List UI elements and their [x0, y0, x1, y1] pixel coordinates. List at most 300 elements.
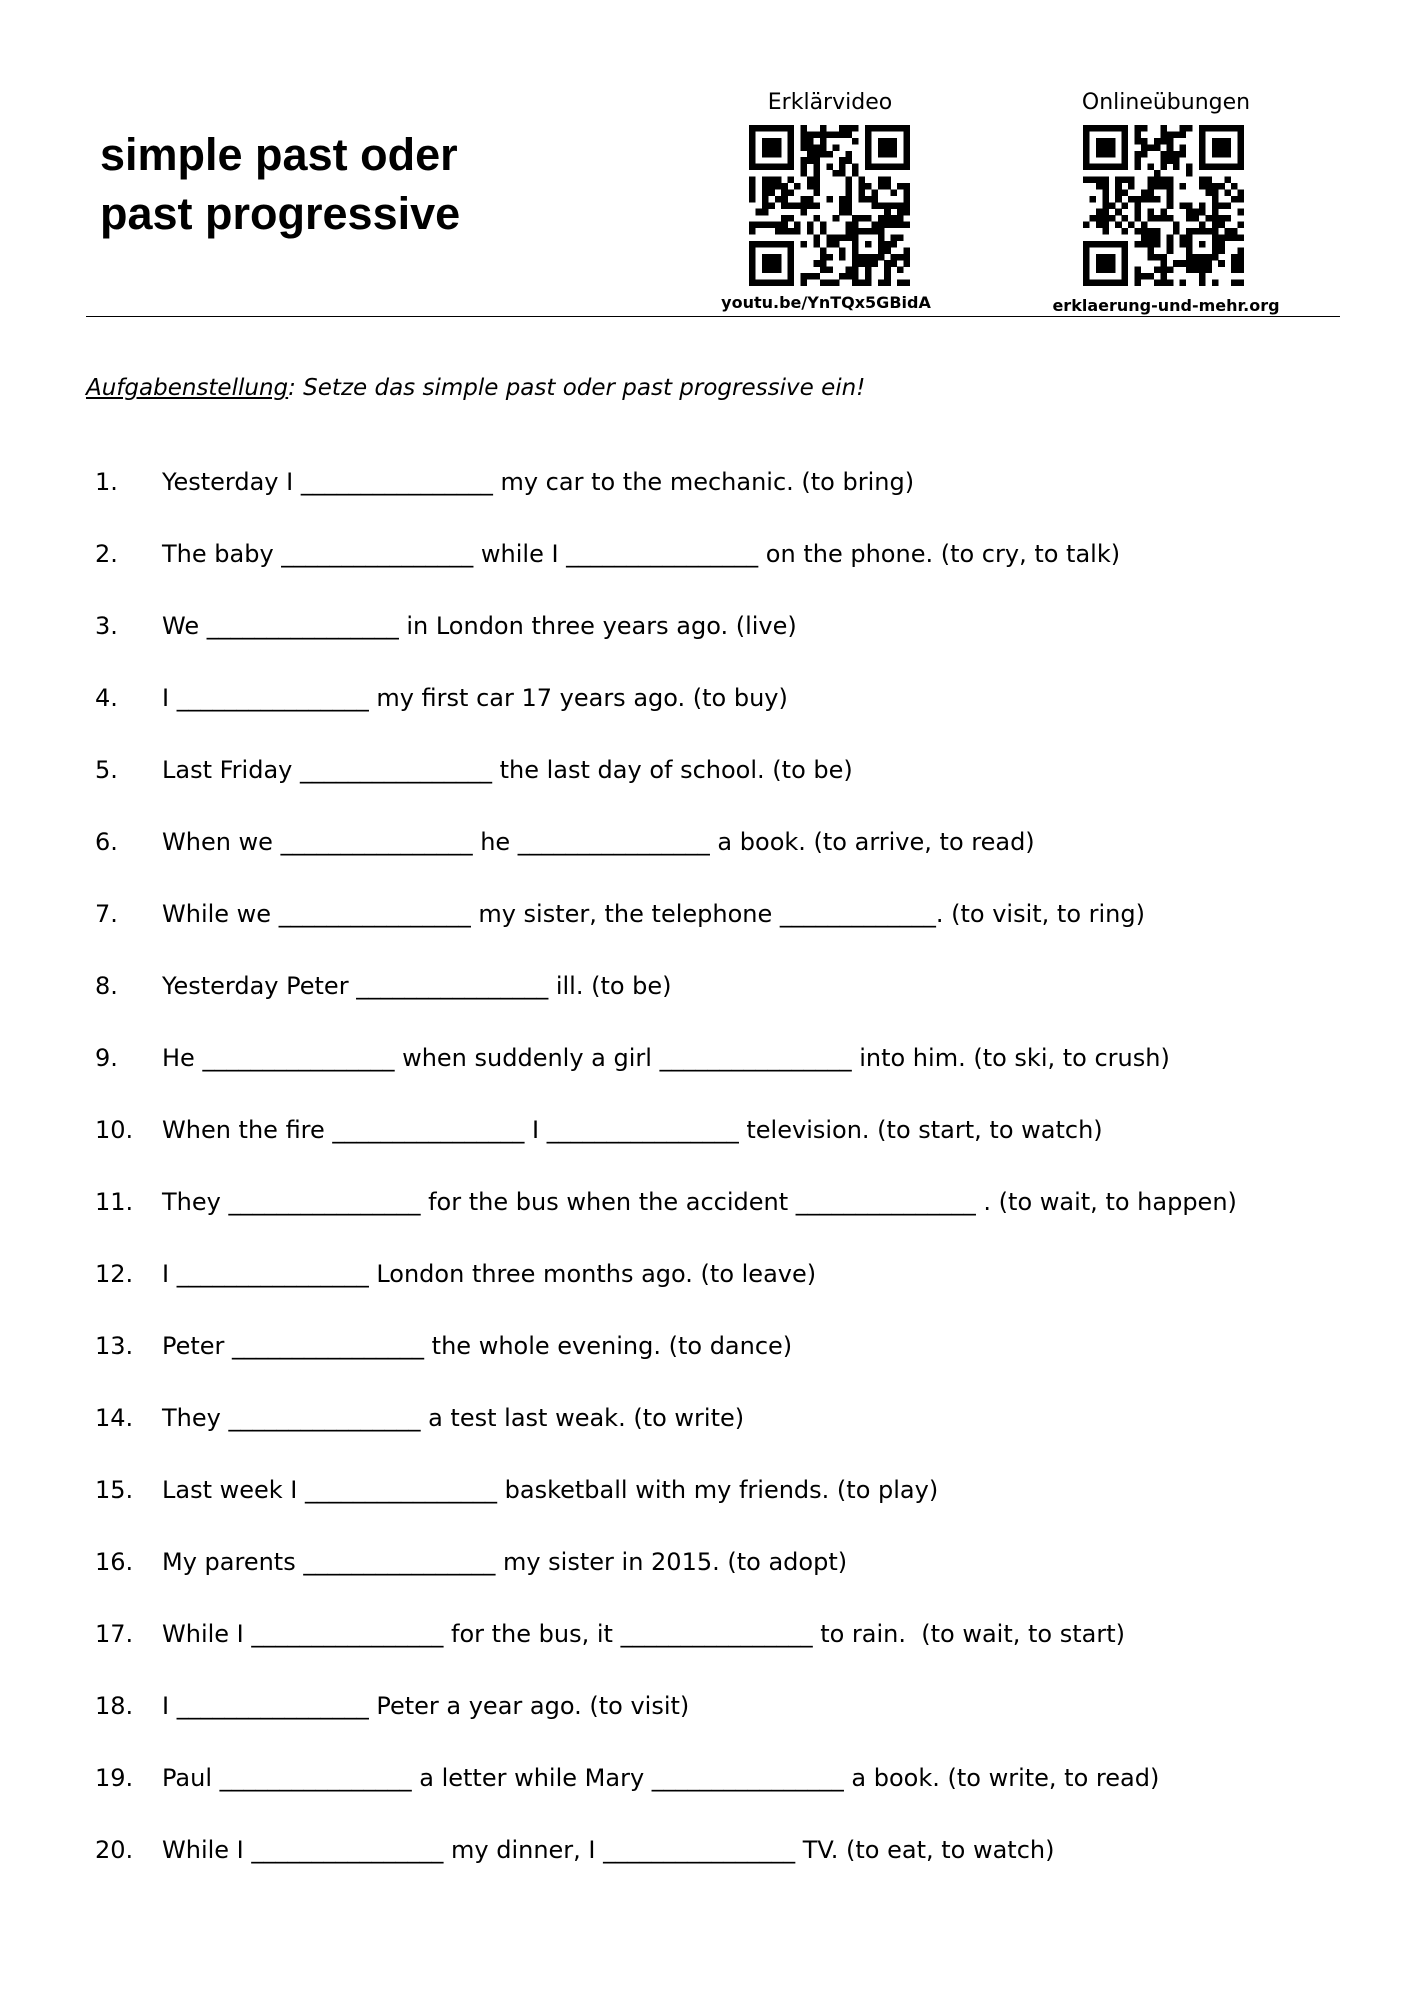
exercise-number: 17.	[95, 1620, 134, 1648]
qr-module	[755, 222, 762, 229]
qr-module	[788, 177, 795, 184]
qr-module	[1231, 125, 1238, 132]
exercise-sentence: We ________________ in London three years ago. (live)	[162, 612, 797, 640]
qr-module	[904, 196, 910, 203]
qr-module	[1199, 151, 1206, 158]
qr-module	[1122, 151, 1129, 158]
qr-module	[865, 151, 872, 158]
qr-module	[801, 196, 808, 203]
exercise-sentence: Peter ________________ the whole evening. (to dance)	[162, 1332, 793, 1360]
qr-module	[846, 209, 853, 216]
exercise-item	[0, 1094, 1414, 1166]
qr-module	[1154, 196, 1161, 203]
qr-module	[858, 260, 865, 267]
qr-module	[768, 183, 775, 190]
qr-module	[1141, 228, 1148, 235]
qr-module	[807, 144, 814, 151]
qr-module	[1218, 151, 1225, 158]
qr-module	[826, 151, 833, 158]
qr-module	[1238, 151, 1244, 158]
qr-module	[820, 151, 827, 158]
qr-module	[1186, 125, 1193, 132]
qr-module	[1218, 215, 1225, 222]
qr-module	[801, 138, 808, 145]
qr-module	[1147, 189, 1154, 196]
qr-module	[755, 209, 762, 216]
qr-module	[1186, 260, 1193, 267]
qr-module	[1096, 151, 1103, 158]
qr-module	[1199, 144, 1206, 151]
qr-module	[807, 222, 814, 229]
qr-module	[762, 254, 769, 261]
qr-module	[846, 189, 853, 196]
qr-module	[1122, 267, 1129, 274]
qr-module	[1231, 254, 1238, 261]
exercise-item	[0, 1598, 1414, 1670]
qr-module	[801, 202, 808, 209]
qr-module	[852, 260, 859, 267]
exercise-item	[0, 1310, 1414, 1382]
qr-module	[1122, 280, 1129, 286]
qr-module	[1231, 260, 1238, 267]
task-instruction	[86, 374, 865, 402]
exercise-item	[0, 806, 1414, 878]
qr-module	[904, 222, 910, 229]
qr-module	[1218, 222, 1225, 229]
qr-module	[1122, 247, 1129, 254]
qr-module	[1141, 234, 1148, 241]
qr-module	[904, 247, 910, 254]
qr-module	[1115, 125, 1122, 132]
qr-module	[891, 164, 898, 171]
qr-module	[865, 280, 872, 286]
qr-module	[858, 280, 865, 286]
qr-module	[904, 202, 910, 209]
qr-module	[794, 228, 801, 235]
qr-online-label: Onlineübungen	[1081, 90, 1251, 115]
qr-module	[820, 260, 827, 267]
qr-module	[788, 254, 795, 261]
qr-module	[762, 196, 769, 203]
qr-video-url: youtu.be/YnTQx5GBidA	[721, 293, 931, 312]
qr-module	[1205, 228, 1212, 235]
qr-module	[878, 183, 885, 190]
qr-module	[1141, 273, 1148, 280]
qr-module	[852, 228, 859, 235]
qr-module	[1167, 138, 1174, 145]
qr-module	[826, 280, 833, 286]
qr-module	[846, 234, 853, 241]
qr-module	[1238, 260, 1244, 267]
qr-module	[1212, 151, 1219, 158]
qr-module	[1083, 222, 1090, 229]
exercise-item	[0, 446, 1414, 518]
qr-module	[884, 267, 891, 274]
qr-module	[1089, 280, 1096, 286]
qr-module	[897, 234, 904, 241]
qr-module	[1238, 209, 1244, 216]
qr-module	[1180, 234, 1187, 241]
qr-module	[1180, 144, 1187, 151]
qr-module	[1173, 131, 1180, 138]
qr-module	[1218, 144, 1225, 151]
qr-module	[1128, 177, 1135, 184]
qr-module	[775, 280, 782, 286]
qr-module	[1135, 164, 1142, 171]
qr-module	[852, 241, 859, 248]
qr-module	[1096, 267, 1103, 274]
qr-module	[904, 131, 910, 138]
exercise-number: 16.	[95, 1548, 134, 1576]
qr-module	[852, 215, 859, 222]
qr-module	[871, 125, 878, 132]
exercise-number: 9.	[95, 1044, 118, 1072]
qr-module	[768, 260, 775, 267]
qr-module	[878, 241, 885, 248]
qr-module	[1199, 228, 1206, 235]
qr-module	[858, 215, 865, 222]
qr-module	[1199, 280, 1206, 286]
qr-module	[904, 138, 910, 145]
qr-module	[839, 209, 846, 216]
qr-module	[1096, 209, 1103, 216]
qr-module	[1089, 196, 1096, 203]
qr-module	[813, 157, 820, 164]
qr-module	[801, 209, 808, 216]
qr-module	[1212, 189, 1219, 196]
qr-module	[762, 164, 769, 171]
qr-module	[891, 215, 898, 222]
qr-module	[891, 222, 898, 229]
qr-module	[1231, 228, 1238, 235]
qr-module	[1192, 254, 1199, 261]
qr-module	[813, 189, 820, 196]
qr-module	[1167, 234, 1174, 241]
qr-module	[1173, 222, 1180, 229]
qr-module	[884, 247, 891, 254]
qr-module	[878, 151, 885, 158]
qr-module	[801, 125, 808, 132]
qr-module	[1205, 189, 1212, 196]
qr-module	[1238, 164, 1244, 171]
qr-module	[1218, 125, 1225, 132]
qr-module	[1147, 241, 1154, 248]
qr-module	[1102, 183, 1109, 190]
qr-module	[1083, 260, 1090, 267]
qr-module	[801, 241, 808, 248]
qr-module	[749, 157, 756, 164]
qr-module	[1154, 138, 1161, 145]
qr-module	[801, 280, 808, 286]
qr-module	[1218, 247, 1225, 254]
qr-module	[904, 144, 910, 151]
qr-module	[1180, 151, 1187, 158]
exercise-item	[0, 1022, 1414, 1094]
qr-module	[1128, 222, 1135, 229]
qr-module	[807, 157, 814, 164]
qr-module	[1089, 164, 1096, 171]
qr-module	[1205, 125, 1212, 132]
qr-module	[1141, 241, 1148, 248]
exercise-sentence: Yesterday I ________________ my car to the mechanic. (to bring)	[162, 468, 915, 496]
qr-module	[891, 241, 898, 248]
qr-module	[1160, 125, 1167, 132]
qr-module	[871, 222, 878, 229]
exercise-number: 13.	[95, 1332, 134, 1360]
qr-module	[813, 234, 820, 241]
qr-module	[1212, 125, 1219, 132]
qr-module	[1096, 177, 1103, 184]
qr-module	[852, 234, 859, 241]
qr-module	[1186, 254, 1193, 261]
qr-module	[884, 151, 891, 158]
qr-module	[1115, 241, 1122, 248]
qr-module	[788, 189, 795, 196]
qr-module	[768, 164, 775, 171]
qr-module	[891, 151, 898, 158]
qr-module	[897, 125, 904, 132]
qr-module	[820, 267, 827, 274]
exercise-sentence: I ________________ London three months ago. (to leave)	[162, 1260, 817, 1288]
qr-module	[762, 267, 769, 274]
qr-module	[1102, 260, 1109, 267]
qr-module	[755, 241, 762, 248]
exercise-number: 4.	[95, 684, 118, 712]
qr-module	[1173, 151, 1180, 158]
qr-module	[904, 183, 910, 190]
qr-module	[1109, 280, 1116, 286]
qr-module	[1096, 164, 1103, 171]
qr-module	[1096, 183, 1103, 190]
qr-module	[878, 164, 885, 171]
qr-module	[1083, 131, 1090, 138]
exercise-sentence: While we ________________ my sister, the telephone _____________. (to visit, to ring)	[162, 900, 1145, 928]
qr-module	[1167, 151, 1174, 158]
qr-module	[1167, 189, 1174, 196]
exercise-item	[0, 1814, 1414, 1886]
qr-module	[1147, 164, 1154, 171]
qr-module	[1096, 280, 1103, 286]
qr-module	[1096, 222, 1103, 229]
qr-module	[858, 196, 865, 203]
qr-module	[878, 222, 885, 229]
qr-module	[871, 228, 878, 235]
qr-module	[762, 280, 769, 286]
qr-module	[904, 151, 910, 158]
qr-module	[1199, 183, 1206, 190]
qr-module	[1115, 177, 1122, 184]
qr-module	[1231, 267, 1238, 274]
qr-module	[1083, 280, 1090, 286]
qr-module	[1147, 228, 1154, 235]
qr-module	[852, 125, 859, 132]
qr-module	[865, 267, 872, 274]
qr-module	[1167, 183, 1174, 190]
qr-module	[1083, 241, 1090, 248]
exercise-number: 18.	[95, 1692, 134, 1720]
qr-module	[1238, 267, 1244, 274]
qr-module	[1218, 234, 1225, 241]
qr-module	[852, 222, 859, 229]
qr-module	[1109, 215, 1116, 222]
exercise-item	[0, 950, 1414, 1022]
qr-module	[775, 177, 782, 184]
qr-module	[865, 183, 872, 190]
qr-module	[1212, 183, 1219, 190]
qr-module	[1186, 170, 1193, 177]
qr-module	[1141, 151, 1148, 158]
exercise-sentence: My parents ________________ my sister in 2015. (to adopt)	[162, 1548, 848, 1576]
qr-module	[768, 254, 775, 261]
qr-module	[1154, 241, 1161, 248]
qr-module	[1212, 144, 1219, 151]
qr-module	[846, 131, 853, 138]
qr-module	[897, 164, 904, 171]
qr-module	[884, 202, 891, 209]
exercise-sentence: They ________________ a test last weak. (to write)	[162, 1404, 745, 1432]
qr-module	[1205, 215, 1212, 222]
qr-module	[1115, 280, 1122, 286]
qr-module	[1212, 234, 1219, 241]
qr-module	[1199, 138, 1206, 145]
qr-module	[846, 267, 853, 274]
qr-module	[891, 189, 898, 196]
qr-module	[749, 131, 756, 138]
qr-module	[1199, 222, 1206, 229]
qr-module	[1238, 222, 1244, 229]
qr-module	[788, 144, 795, 151]
qr-module	[878, 144, 885, 151]
qr-module	[839, 254, 846, 261]
qr-module	[1225, 144, 1232, 151]
qr-module	[1238, 131, 1244, 138]
qr-module	[794, 202, 801, 209]
qr-module	[768, 189, 775, 196]
qr-module	[1180, 125, 1187, 132]
qr-module	[762, 151, 769, 158]
qr-module	[788, 157, 795, 164]
qr-module	[1083, 138, 1090, 145]
qr-module	[865, 125, 872, 132]
qr-module	[1199, 209, 1206, 216]
qr-module	[1192, 267, 1199, 274]
exercise-sentence: Last week I ________________ basketball with my friends. (to play)	[162, 1476, 939, 1504]
qr-module	[807, 138, 814, 145]
exercise-sentence: When the fire ________________ I ________________ television. (to start, to watch)	[162, 1116, 1103, 1144]
qr-module	[807, 177, 814, 184]
qr-module	[1135, 151, 1142, 158]
qr-module	[852, 254, 859, 261]
qr-module	[1102, 164, 1109, 171]
qr-module	[1167, 196, 1174, 203]
qr-online-url: erklaerung-und-mehr.org	[1052, 296, 1280, 315]
qr-module	[878, 234, 885, 241]
qr-module	[1135, 196, 1142, 203]
qr-module	[884, 222, 891, 229]
qr-module	[891, 144, 898, 151]
qr-module	[839, 202, 846, 209]
qr-module	[878, 228, 885, 235]
qr-module	[904, 254, 910, 261]
title-line-1: simple past oder	[100, 129, 458, 180]
qr-module	[858, 183, 865, 190]
qr-module	[1212, 196, 1219, 203]
qr-module	[1167, 247, 1174, 254]
qr-module	[1218, 241, 1225, 248]
qr-module	[1089, 241, 1096, 248]
qr-module	[1225, 177, 1232, 184]
exercise-number: 2.	[95, 540, 118, 568]
qr-module	[826, 164, 833, 171]
qr-module	[1231, 196, 1238, 203]
qr-module	[788, 267, 795, 274]
qr-module	[878, 125, 885, 132]
qr-module	[1199, 273, 1206, 280]
qr-module	[897, 222, 904, 229]
qr-module	[1238, 247, 1244, 254]
qr-module	[1154, 183, 1161, 190]
qr-module	[749, 273, 756, 280]
qr-module	[1173, 164, 1180, 171]
qr-module	[768, 151, 775, 158]
qr-module	[762, 241, 769, 248]
qr-module	[749, 151, 756, 158]
qr-module	[1109, 151, 1116, 158]
qr-module	[781, 189, 788, 196]
qr-module	[852, 267, 859, 274]
qr-module	[801, 144, 808, 151]
qr-module	[858, 177, 865, 184]
qr-module	[884, 144, 891, 151]
qr-module	[813, 202, 820, 209]
qr-module	[775, 260, 782, 267]
qr-module	[762, 209, 769, 216]
qr-module	[1186, 267, 1193, 274]
exercise-item	[0, 1742, 1414, 1814]
qr-module	[1154, 267, 1161, 274]
qr-module	[1109, 125, 1116, 132]
qr-module	[904, 209, 910, 216]
qr-module	[762, 189, 769, 196]
qr-module	[1147, 177, 1154, 184]
qr-module	[897, 183, 904, 190]
qr-module	[884, 215, 891, 222]
qr-module	[1122, 254, 1129, 261]
qr-module	[749, 144, 756, 151]
qr-module	[1109, 260, 1116, 267]
qr-module	[788, 280, 795, 286]
exercise-list	[0, 446, 1414, 1886]
qr-module	[1135, 267, 1142, 274]
qr-module	[781, 183, 788, 190]
qr-module	[1102, 254, 1109, 261]
qr-module	[788, 202, 795, 209]
qr-module	[846, 157, 853, 164]
qr-module	[1122, 157, 1129, 164]
qr-module	[1199, 164, 1206, 171]
qr-module	[904, 189, 910, 196]
qr-module	[1122, 202, 1129, 209]
qr-module	[839, 164, 846, 171]
exercise-item	[0, 734, 1414, 806]
exercise-sentence: Paul ________________ a letter while Mary ________________ a book. (to write, to read)	[162, 1764, 1160, 1792]
qr-module	[820, 131, 827, 138]
exercise-item	[0, 1238, 1414, 1310]
qr-module	[781, 215, 788, 222]
title-line-2: past progressive	[100, 188, 461, 239]
qr-module	[1205, 177, 1212, 184]
qr-video-label: Erklärvideo	[767, 90, 893, 115]
